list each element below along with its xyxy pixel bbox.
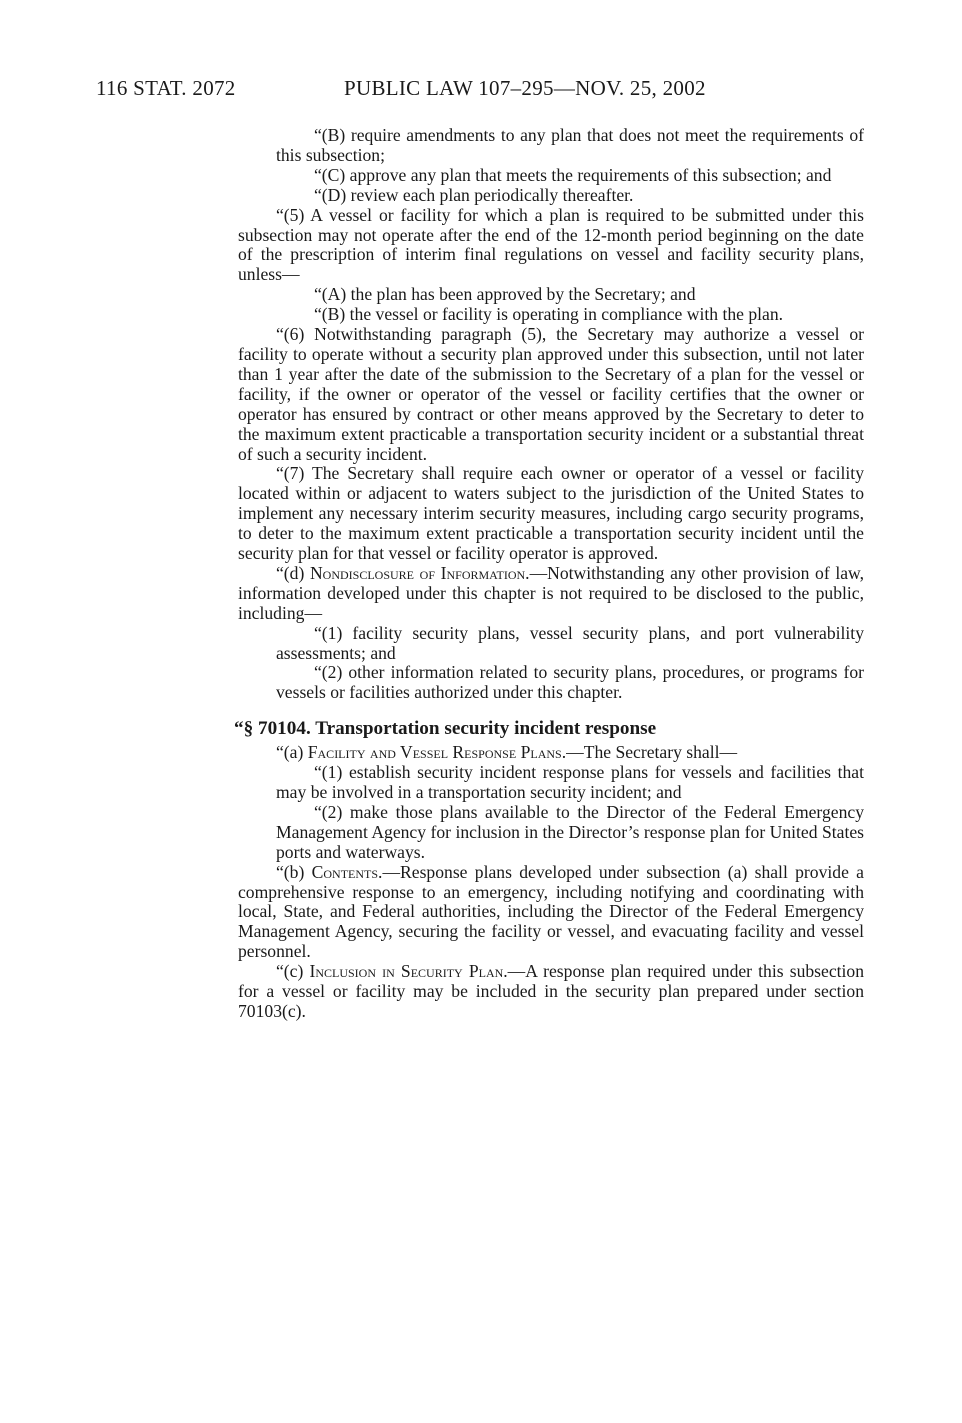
subsection-a: [238, 743, 864, 763]
subsection-d: [238, 564, 864, 624]
subsection-c-heading: Inclusion in Security Plan: [309, 961, 504, 982]
subsection-a-number: “(a): [276, 742, 308, 763]
subsection-a-2: “(2) make those plans available to the Director of the Federal Emergency Management Agency for inclusion in the Director’s response plan for United States ports and waterways.: [276, 801, 864, 862]
paragraph-6: “(6) Notwithstanding paragraph (5), the Secretary may authorize a vessel or facility to operate without a security plan approved under this subsection, until not later than 1 year after the date of the submission to the Secretary of a plan for the vessel or facility, if the owner or operator of the vessel or facility certifies that the owner or operator has ensured by contract or other means approved by the Secretary to deter to the maximum extent practicable a transportation security incident or a substantial threat of such a security incident.: [238, 324, 864, 464]
public-law-citation: PUBLIC LAW 107–295—NOV. 25, 2002: [344, 76, 706, 100]
paragraph-5-B: “(B) the vessel or facility is operating in compliance with the plan.: [314, 304, 784, 325]
paragraph-5: “(5) A vessel or facility for which a plan is required to be submitted under this subsection may not operate after the end of the 12-month period beginning on the date of the prescription of interim final regulations on vessel and facility security plans, unless—: [238, 204, 864, 285]
subsection-b: [238, 863, 864, 963]
subsection-c-number: “(c): [276, 961, 310, 982]
subsection-b-heading: Contents: [311, 861, 379, 882]
stat-page-number: 116 STAT. 2072: [96, 76, 236, 100]
subsection-d-1: “(1) facility security plans, vessel security plans, and port vulnerability assessments; and: [276, 622, 864, 663]
subsection-c-text: .—A response plan required under this subsection for a vessel or facility may be included in the security plan prepared under section 70103(c).: [238, 961, 864, 1021]
subsection-a-text: .—The Secretary shall—: [561, 742, 738, 763]
subsection-d-number: “(d): [276, 562, 310, 583]
subsection-d-text: .—Notwithstanding any other provision of law, information developed under this chapter is not required to be disclosed to the public, including—: [238, 562, 864, 623]
subsection-c: [238, 962, 864, 1022]
subsection-d-2: “(2) other information related to security plans, procedures, or programs for vessels or facilities authorized under this chapter.: [276, 662, 864, 703]
paragraph-7: “(7) The Secretary shall require each owner or operator of a vessel or facility located within or adjacent to waters subject to the jurisdiction of the United States to implement any necessary interim security measures, including cargo security programs, to deter to the maximum extent practicable a transportation security incident until the security plan for that vessel or facility operator is approved.: [238, 463, 864, 564]
subsection-a-1: “(1) establish security incident response plans for vessels and facilities that may be involved in a transportation security incident; and: [276, 762, 864, 802]
document-body: [234, 125, 864, 1022]
subsection-b-number: “(b): [276, 861, 312, 882]
paragraph-4-D: “(D) review each plan periodically thereafter.: [314, 184, 634, 205]
paragraph-4-B: “(B) require amendments to any plan that does not meet the requirements of this subsection;: [276, 125, 864, 165]
subsection-d-heading: Nondisclosure of Information: [309, 562, 526, 583]
subsection-a-heading: Facility and Vessel Response Plans: [307, 742, 562, 763]
paragraph-5-A: “(A) the plan has been approved by the Secretary; and: [314, 284, 696, 305]
subsection-b-text: .—Response plans developed under subsection (a) shall provide a comprehensive response to an emergency, including notifying and coordinating with local, State, and Federal authorities, including the Director of the Federal Emergency Management Agency, securing the facility or vessel, and evacuating facility and vessel personnel.: [238, 861, 864, 962]
paragraph-4-C: “(C) approve any plan that meets the requirements of this subsection; and: [314, 164, 832, 185]
section-70104-heading: “§ 70104. Transportation security incident response: [234, 718, 657, 740]
